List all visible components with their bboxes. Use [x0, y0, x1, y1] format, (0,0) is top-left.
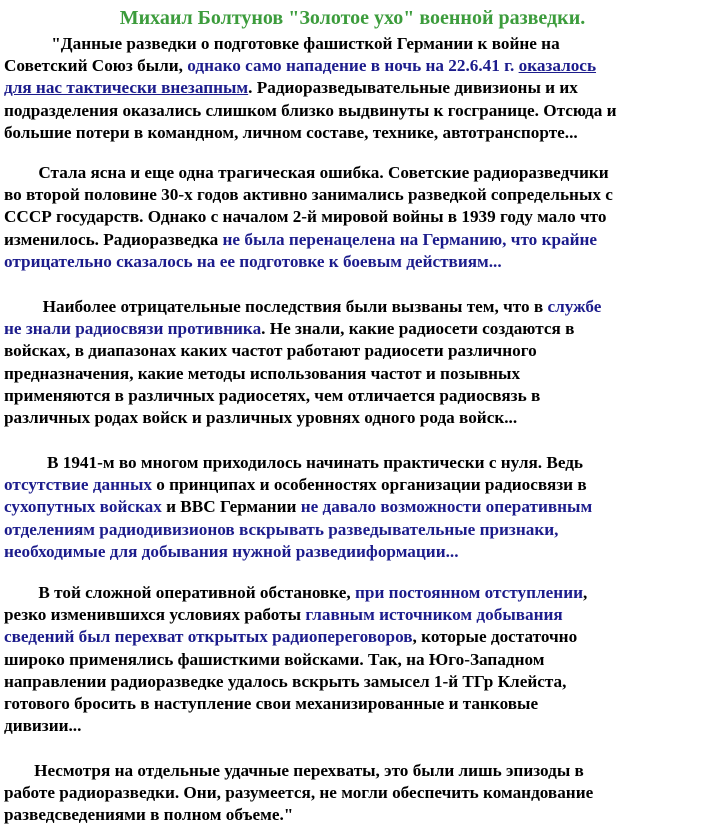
text-line [4, 251, 702, 273]
text-segment: большие потери в командном, личном составе, технике, автотранспорте... [4, 122, 578, 142]
text-line [4, 229, 702, 251]
emphasized-text: отсутствие данных [4, 475, 152, 495]
emphasized-text: отрицательно сказалось на ее подготовке к боевым действиям... [4, 251, 502, 271]
text-segment: СССР государств. Однако с началом 2-й мировой войны в 1939 году мало что [4, 207, 607, 227]
text-line [4, 318, 702, 340]
emphasized-text: отделениям радиодивизионов вскрывать разведывательные признаки, [4, 519, 559, 539]
paragraph-1 [4, 33, 702, 144]
text-line [4, 452, 702, 474]
text-segment: "Данные разведки о подготовке фашисткой Германии к войне на [4, 34, 560, 53]
paragraph-6 [4, 760, 702, 827]
text-line [4, 626, 702, 648]
text-segment: , которые достаточно [412, 627, 578, 647]
text-line [4, 715, 702, 737]
text-segment: Советский Союз были, [4, 56, 188, 76]
text-segment: , [583, 583, 588, 602]
text-segment: резко изменившихся условиях работы [4, 605, 306, 625]
text-segment: Стала ясна и еще одна трагическая ошибка. Советские радиоразведчики [4, 163, 609, 182]
emphasized-text: главным источником добывания [305, 605, 563, 625]
emphasized-text: не знали радиосвязи противника [4, 319, 262, 339]
text-segment: Несмотря на отдельные удачные перехваты, это были лишь эпизоды в [4, 761, 584, 780]
text-line [4, 296, 702, 318]
emphasized-text: однако само нападение в ночь на 22.6.41 г. [187, 56, 515, 76]
text-segment: разведсведениями в полном объеме." [4, 805, 294, 825]
paragraph-5 [4, 582, 702, 737]
text-segment: направлении радиоразведке удалось вскрыть замысел 1-й ТГр Клейста, [4, 671, 567, 691]
text-line [4, 782, 702, 804]
text-segment: готового бросить в наступление свои механизированные и танковые [4, 694, 539, 714]
text-line [4, 474, 702, 496]
emphasized-text: службе [547, 297, 602, 316]
text-line [4, 519, 702, 541]
text-segment: во второй половине 30-х годов активно занимались разведкой сопредельных с [4, 185, 613, 205]
text-segment: о принципах и особенностях организации радиосвязи в [151, 475, 587, 495]
text-line [4, 162, 702, 184]
text-segment: войсках, в диапазонах каких частот работают радиосети различного [4, 341, 537, 361]
text-line [4, 363, 702, 385]
text-line [4, 77, 702, 99]
text-segment: работе радиоразведки. Они, разумеется, не могли обеспечить командование [4, 783, 594, 803]
text-segment: и ВВС Германии [161, 497, 301, 517]
paragraph-4 [4, 452, 702, 563]
emphasized-text: необходимые для добывания нужной разведииформации... [4, 541, 459, 561]
text-segment: предназначения, какие методы использования частот и позывных [4, 363, 521, 383]
text-line [4, 804, 702, 826]
paragraph-3 [4, 296, 702, 429]
emphasized-text: сухопутных войсках [4, 497, 162, 517]
text-line [4, 385, 702, 407]
text-line [4, 184, 702, 206]
text-line [4, 760, 702, 782]
paragraph-2 [4, 162, 702, 273]
text-line [4, 122, 702, 144]
emphasized-underlined-text: оказалось [518, 56, 597, 76]
text-segment: . Не знали, какие радиосети создаются в [261, 319, 575, 339]
text-line [4, 340, 702, 362]
text-segment: В той сложной оперативной обстановке, [4, 583, 356, 602]
document-title: Михаил Болтунов "Золотое ухо" военной разведки. [119, 7, 586, 29]
text-segment: подразделения оказались слишком близко выдвинуты к госгранице. Отсюда и [4, 100, 617, 120]
text-line [4, 582, 702, 604]
text-segment: . Радиоразведывательные дивизионы и их [248, 78, 578, 98]
text-segment: В 1941-м во многом приходилось начинать практически с нуля. Ведь [4, 453, 584, 472]
text-line [4, 649, 702, 671]
text-segment: Наиболее отрицательные последствия были вызваны тем, что в [4, 297, 548, 316]
text-line [4, 100, 702, 122]
text-line [4, 671, 702, 693]
text-segment: широко применялись фашисткими войсками. Так, на Юго-Западном [4, 649, 545, 669]
text-line [4, 55, 702, 77]
text-line [4, 604, 702, 626]
emphasized-text: при постоянном отступлении [355, 583, 584, 602]
text-segment: различных родах войск и различных уровнях одного рода войск... [4, 408, 518, 428]
text-segment: применяются в различных радиосетях, чем отличается радиосвязь в [4, 385, 541, 405]
text-line [4, 496, 702, 518]
emphasized-text: не давало возможности оперативным [300, 497, 593, 517]
text-line [4, 693, 702, 715]
emphasized-text: не была перенацелена на Германию, что крайне [222, 229, 598, 249]
text-line [4, 206, 702, 228]
text-segment: изменилось. Радиоразведка [4, 229, 223, 249]
emphasized-underlined-text: для нас тактически внезапным [4, 78, 249, 98]
text-line [4, 541, 702, 563]
emphasized-text: сведений был перехват открытых радиопереговоров [4, 627, 413, 647]
text-segment: дивизии... [4, 716, 82, 736]
text-line [4, 407, 702, 429]
text-line [4, 33, 702, 55]
